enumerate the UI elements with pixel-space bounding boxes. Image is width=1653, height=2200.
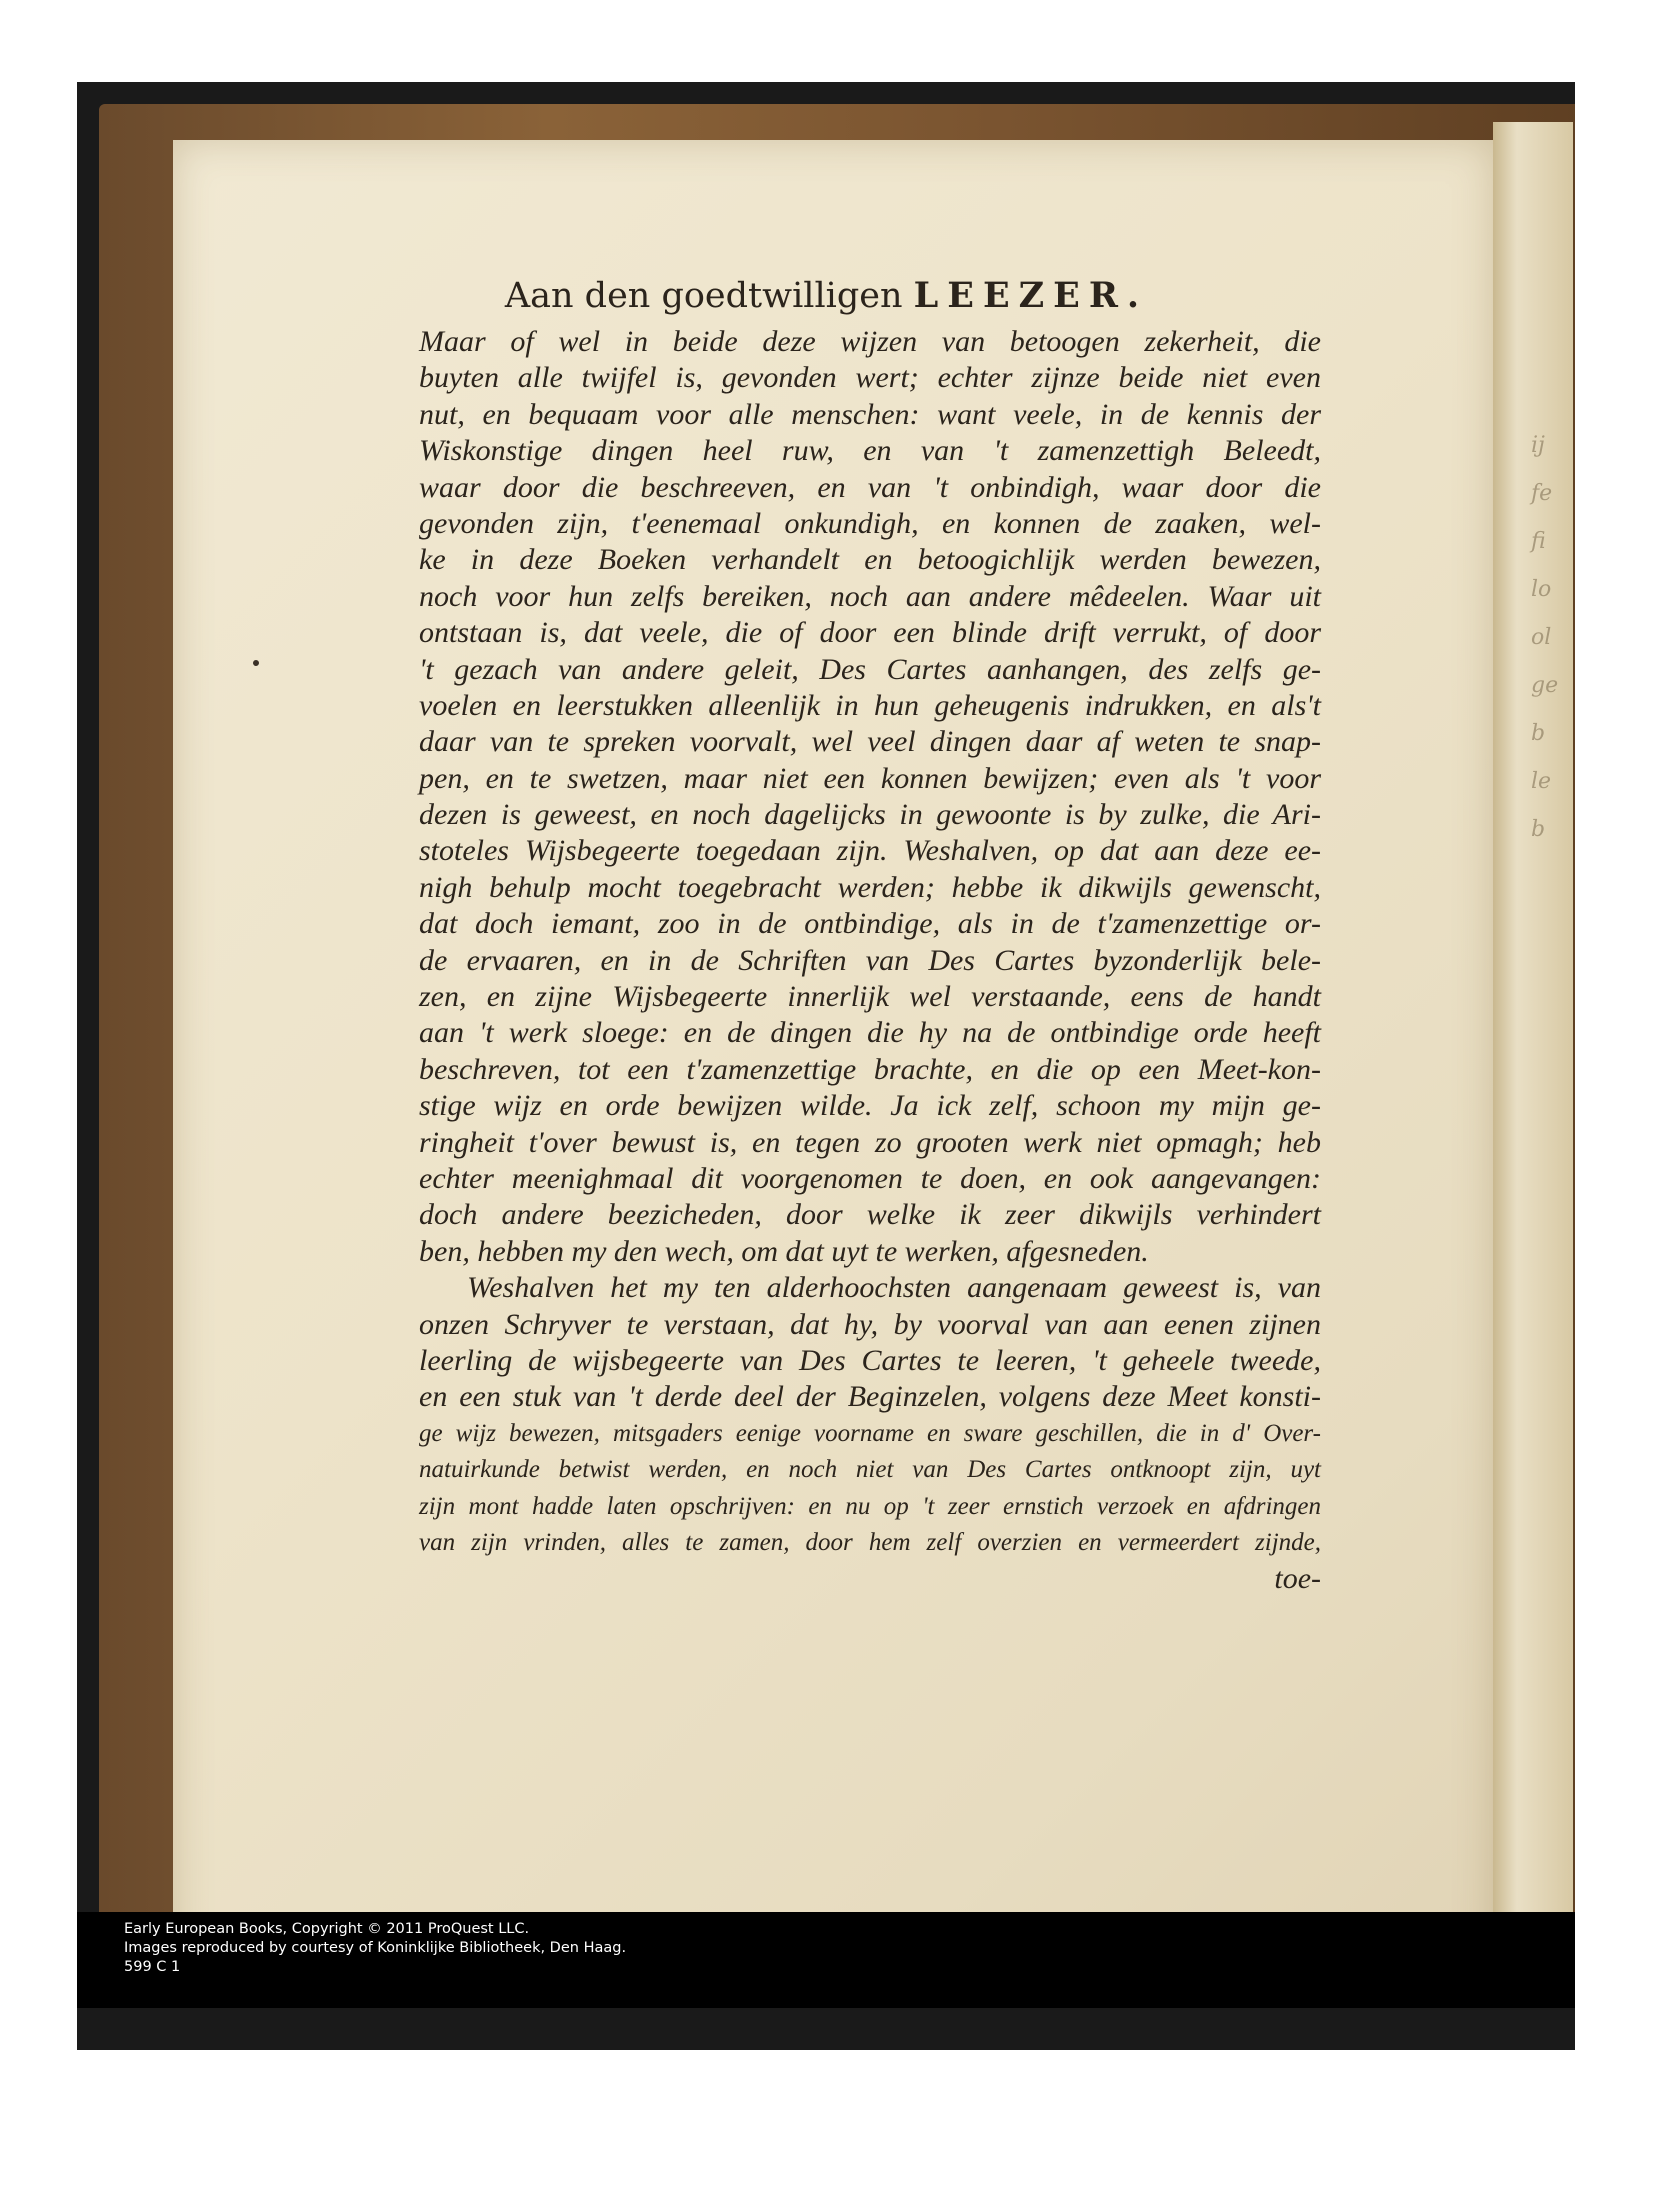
footer-courtesy: Images reproduced by courtesy of Koninklijke Bibliotheek, Den Haag. [124,1940,627,1956]
text-line: voelen en leerstukken alleenlijk in hun geheugenis indrukken, en als't [419,688,1321,722]
text-line: leerling de wijsbegeerte van Des Cartes te leeren, 't geheele tweede, [419,1343,1321,1377]
page-heading [0,275,1653,316]
text-line: ge wijz bewezen, mitsgaders eenige voorname en sware geschillen, die in d' Over- [419,1419,1321,1447]
text-line: doch andere beezicheden, door welke ik zeer dikwijls verhindert [419,1198,1321,1232]
heading-caps: LEEZER. [913,275,1149,316]
text-line: beschreven, tot een t'zamenzettige brachte, en die op een Meet-kon- [419,1052,1321,1086]
facing-page-fragments: ij fe fi lo ol ge b le b [1531,433,1559,842]
text-line: noch voor hun zelfs bereiken, noch aan andere mêdeelen. Waar uit [419,579,1321,613]
text-line: waar door die beschreeven, en van 't onbindigh, waar door die [419,470,1321,504]
text-line: dat doch iemant, zoo in de ontbindige, als in de t'zamenzettige or- [419,907,1321,941]
text-line: stoteles Wijsbegeerte toegedaan zijn. Weshalven, op dat aan deze ee- [419,834,1321,868]
text-line: de ervaaren, en in de Schriften van Des Cartes byzonderlijk bele- [419,943,1321,977]
text-line: nigh behulp mocht toegebracht werden; hebbe ik dikwijls gewenscht, [419,870,1321,904]
text-line: ben, hebben my den wech, om dat uyt te werken, afgesneden. [419,1234,1149,1268]
text-line: gevonden zijn, t'eenemaal onkundigh, en konnen de zaaken, wel- [419,506,1321,540]
heading-prefix: Aan den goedtwilligen [504,276,903,316]
text-line: onzen Schryver te verstaan, dat hy, by voorval van aan eenen zijnen [419,1307,1321,1341]
text-line: aan 't werk sloege: en de dingen die hy na de ontbindige orde heeft [419,1016,1321,1050]
text-line: ringheit t'over bewust is, en tegen zo grooten werk niet opmagh; heb [419,1125,1321,1159]
body-text [419,324,1321,1598]
text-line: Maar of wel in beide deze wijzen van betoogen zekerheit, die [419,325,1321,358]
text-line: Wiskonstige dingen heel ruw, en van 't zamenzettigh Beleedt, [419,434,1321,468]
footer-copyright: Early European Books, Copyright © 2011 ProQuest LLC. [124,1921,530,1937]
footer-shelfmark: 599 C 1 [124,1959,181,1975]
text-line: zen, en zijne Wijsbegeerte innerlijk wel verstaande, eens de handt [419,980,1321,1014]
text-line: van zijn vrinden, alles te zamen, door hem zelf overzien en vermeerdert zijnde, [419,1528,1321,1556]
text-line: pen, en te swetzen, maar niet een konnen bewijzen; even als 't voor [419,761,1321,795]
text-line: buyten alle twijfel is, gevonden wert; echter zijnze beide niet even [419,361,1321,395]
text-line: echter meenighmaal dit voorgenomen te doen, en ook aangevangen: [419,1161,1321,1195]
footer [124,1920,626,1977]
text-line: zijn mont hadde laten opschrijven: en nu op 't zeer ernstich verzoek en afdringen [419,1492,1321,1520]
page-edge [1493,122,1573,1972]
text-line: Weshalven het my ten alderhoochsten aangenaam geweest is, van [467,1271,1321,1305]
ink-dot [253,660,259,666]
text-line: ke in deze Boeken verhandelt en betoogichlijk werden bewezen, [419,543,1321,577]
text-line: stige wijz en orde bewijzen wilde. Ja ick zelf, schoon my mijn ge- [419,1089,1321,1123]
catchword: toe- [1274,1562,1321,1596]
text-line: ontstaan is, dat veele, die of door een blinde drift verrukt, of door [419,616,1321,650]
text-line: 't gezach van andere geleit, Des Cartes aanhangen, des zelfs ge- [419,652,1321,686]
text-line: nut, en bequaam voor alle menschen: want veele, in de kennis der [419,397,1321,431]
text-line: dezen is geweest, en noch dagelijcks in gewoonte is by zulke, die Ari- [419,798,1321,832]
text-line: en een stuk van 't derde deel der Beginzelen, volgens deze Meet konsti- [419,1380,1321,1414]
text-line: daar van te spreken voorvalt, wel veel dingen daar af weten te snap- [419,725,1321,759]
text-line: natuirkunde betwist werden, en noch niet van Des Cartes ontknoopt zijn, uyt [419,1456,1321,1484]
